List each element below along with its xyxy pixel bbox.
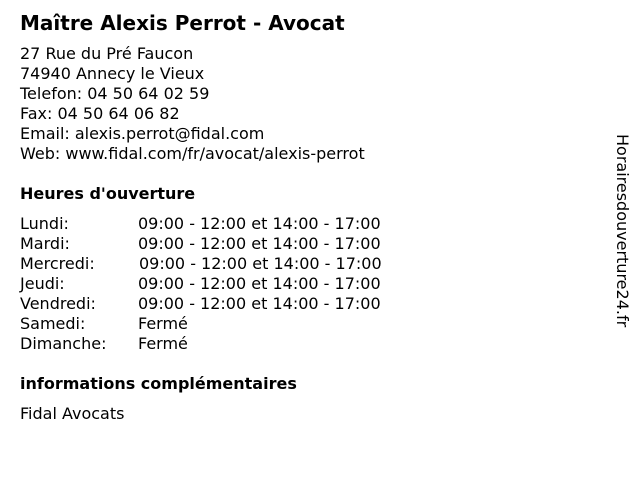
address-street: 27 Rue du Pré Faucon: [20, 44, 194, 63]
hours-time: Fermé: [138, 314, 188, 333]
fax-number: Fax: 04 50 64 06 82: [20, 104, 180, 123]
hours-time: 09:00 - 12:00 et 14:00 - 17:00: [138, 234, 381, 253]
hours-day: Vendredi:: [20, 294, 96, 313]
opening-hours-table: [20, 214, 440, 354]
hours-row-wednesday: [20, 254, 440, 274]
hours-day: Samedi:: [20, 314, 86, 333]
hours-day: Mercredi:: [20, 254, 95, 273]
page-title: Maître Alexis Perrot - Avocat: [20, 11, 345, 35]
hours-row-monday: [20, 214, 440, 234]
email-address[interactable]: Email: alexis.perrot@fidal.com: [20, 124, 265, 143]
hours-row-friday: [20, 294, 440, 314]
hours-time: 09:00 - 12:00 et 14:00 - 17:00: [139, 254, 382, 273]
site-watermark: Horairesdouverture24.fr: [613, 134, 632, 328]
hours-row-sunday: [20, 334, 440, 354]
hours-day: Dimanche:: [20, 334, 107, 353]
hours-day: Lundi:: [20, 214, 69, 233]
address-city: 74940 Annecy le Vieux: [20, 64, 205, 83]
hours-row-tuesday: [20, 234, 440, 254]
hours-day: Mardi:: [20, 234, 70, 253]
hours-row-thursday: [20, 274, 440, 294]
additional-info-heading: informations complémentaires: [20, 374, 297, 393]
hours-day: Jeudi:: [20, 274, 65, 293]
opening-hours-heading: Heures d'ouverture: [20, 184, 196, 203]
additional-info-text: Fidal Avocats: [20, 404, 125, 423]
website-link[interactable]: Web: www.fidal.com/fr/avocat/alexis-perrot: [20, 144, 365, 163]
hours-row-saturday: [20, 314, 440, 334]
phone-number[interactable]: Telefon: 04 50 64 02 59: [20, 84, 210, 103]
hours-time: 09:00 - 12:00 et 14:00 - 17:00: [138, 274, 381, 293]
hours-time: 09:00 - 12:00 et 14:00 - 17:00: [138, 294, 381, 313]
hours-time: Fermé: [138, 334, 188, 353]
hours-time: 09:00 - 12:00 et 14:00 - 17:00: [138, 214, 381, 233]
contact-block: [20, 44, 365, 164]
